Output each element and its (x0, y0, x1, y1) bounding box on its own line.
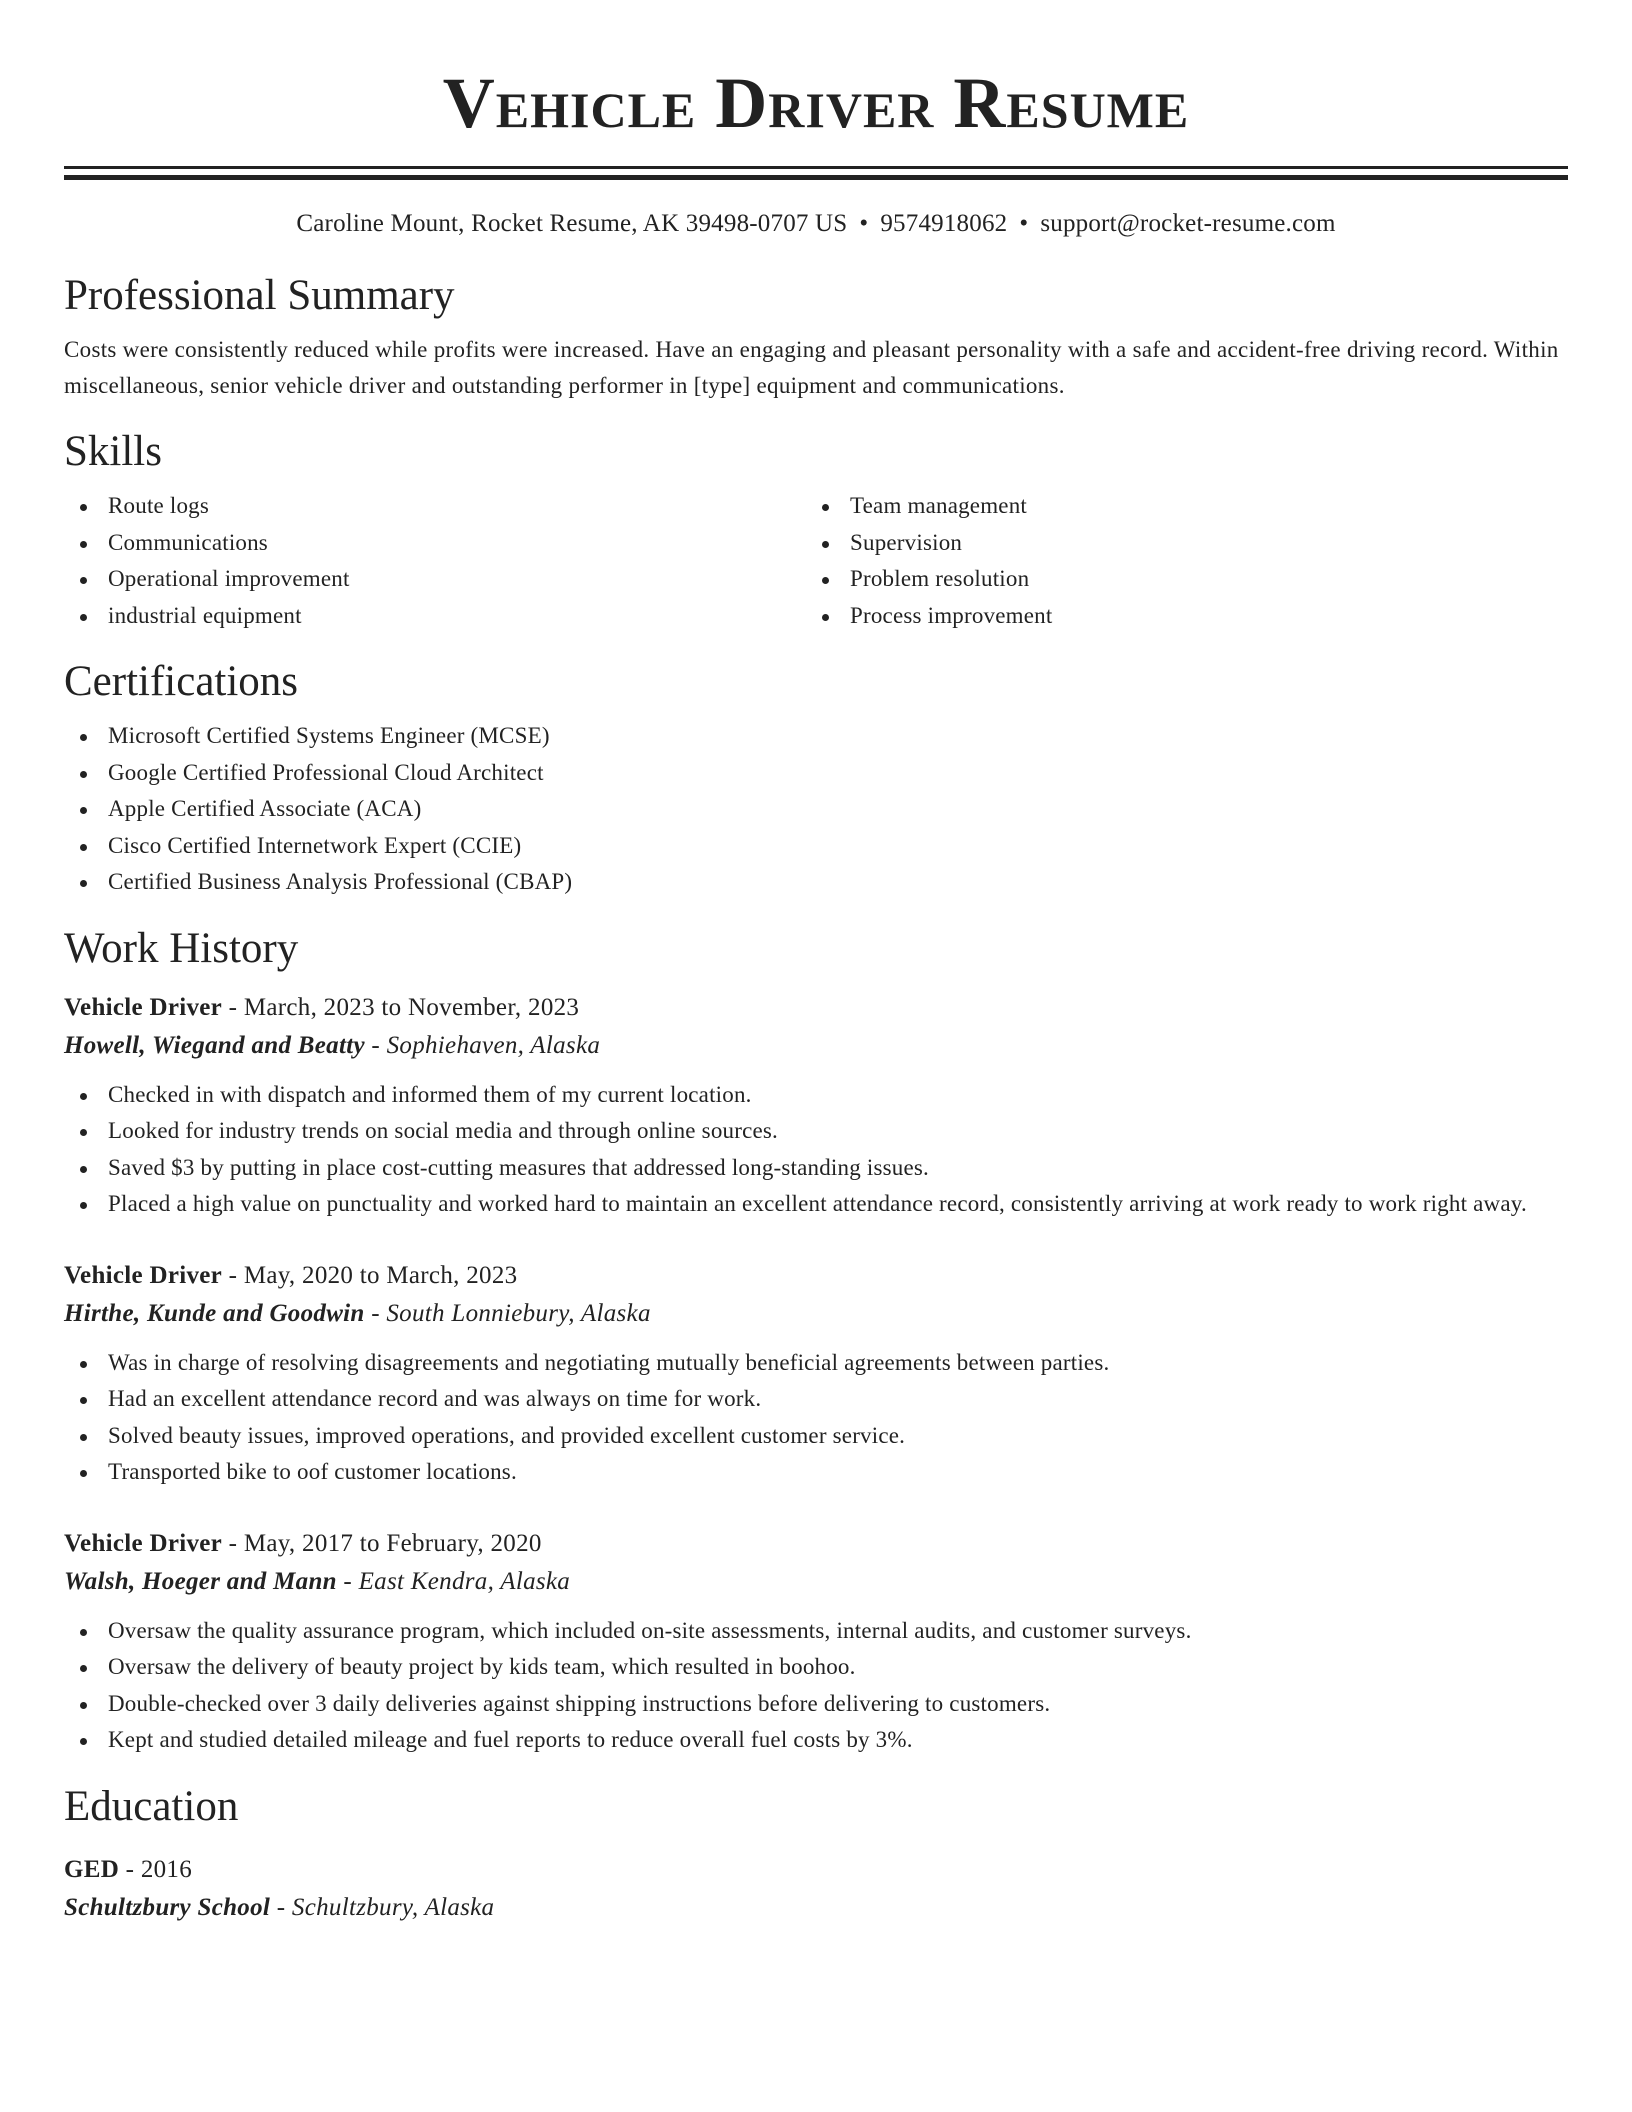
work-history-section (64, 923, 1568, 1759)
skill-item: Process improvement (806, 598, 1548, 635)
education-entry (64, 1851, 1568, 1927)
job-location: East Kendra, Alaska (358, 1567, 571, 1595)
education-school-line (64, 1889, 1568, 1927)
skill-item: industrial equipment (64, 598, 806, 635)
job-duties-list (64, 1345, 1568, 1491)
job-duty: Was in charge of resolving disagreements and negotiating mutually beneficial agreements between parties. (64, 1345, 1568, 1382)
dash: - (270, 1893, 292, 1921)
summary-text: Costs were consistently reduced while profits were increased. Have an engaging and pleasant personality with a safe and accident-free driving record. Within miscellaneous, senior vehicle driver and outstanding performer in [type] equipment and communications. (64, 337, 1559, 398)
certification-item: Certified Business Analysis Professional (CBAP) (64, 864, 1568, 901)
skills-column-left (64, 488, 806, 634)
dash: - (222, 1529, 244, 1557)
certifications-section (64, 656, 1568, 901)
skills-list-right (806, 488, 1548, 634)
skills-section (64, 426, 1568, 634)
skill-item: Supervision (806, 525, 1548, 562)
certification-item: Cisco Certified Internetwork Expert (CCIE) (64, 828, 1568, 865)
job-location: Sophiehaven, Alaska (386, 1031, 601, 1059)
job-title-line (64, 1257, 1568, 1295)
contact-email: support@rocket-resume.com (1040, 210, 1336, 237)
job-duties-list (64, 1613, 1568, 1759)
job-duty: Transported bike to oof customer locations. (64, 1454, 1568, 1491)
skills-heading: Skills (64, 428, 162, 475)
contact-line (64, 208, 1568, 240)
certification-item: Microsoft Certified Systems Engineer (MCSE) (64, 718, 1568, 755)
resume-content (64, 0, 1568, 1927)
job-title-line (64, 989, 1568, 1027)
job-title: Vehicle Driver (64, 993, 223, 1021)
job-duty: Looked for industry trends on social media and through online sources. (64, 1113, 1568, 1150)
job-company: Hirthe, Kunde and Goodwin (64, 1299, 365, 1327)
education-heading: Education (64, 1782, 239, 1830)
title-divider-thin (64, 166, 1568, 169)
job-company-line (64, 1563, 1568, 1601)
job-company: Howell, Wiegand and Beatty (64, 1031, 365, 1059)
job-dates: May, 2017 to February, 2020 (243, 1529, 542, 1557)
job-duties-list (64, 1077, 1568, 1223)
dash: - (336, 1567, 359, 1595)
dash: - (364, 1299, 387, 1327)
work-history-heading: Work History (64, 924, 299, 972)
job-duty: Oversaw the quality assurance program, which included on-site assessments, internal audits, and customer surveys. (64, 1613, 1568, 1650)
job-dates: March, 2023 to November, 2023 (243, 993, 580, 1021)
education-school: Schultzbury School (64, 1893, 271, 1921)
job-title: Vehicle Driver (64, 1529, 223, 1557)
certification-item: Apple Certified Associate (ACA) (64, 791, 1568, 828)
contact-separator: • (859, 210, 869, 237)
job-duty: Solved beauty issues, improved operations, and provided excellent customer service. (64, 1418, 1568, 1455)
dash: - (364, 1031, 387, 1059)
job-company-line (64, 1027, 1568, 1065)
job-duty: Oversaw the delivery of beauty project by kids team, which resulted in boohoo. (64, 1649, 1568, 1686)
skill-item: Route logs (64, 488, 806, 525)
job-entry (64, 1525, 1568, 1759)
contact-separator: • (1019, 210, 1029, 237)
job-title: Vehicle Driver (64, 1261, 223, 1289)
job-dates: May, 2020 to March, 2023 (243, 1261, 518, 1289)
job-duty: Kept and studied detailed mileage and fuel reports to reduce overall fuel costs by 3%. (64, 1722, 1568, 1759)
job-duty: Saved $3 by putting in place cost-cutting measures that addressed long-standing issues. (64, 1150, 1568, 1187)
skills-grid (64, 488, 1568, 634)
summary-heading: Professional Summary (64, 272, 455, 319)
skills-column-right (806, 488, 1548, 634)
job-location: South Lonniebury, Alaska (386, 1299, 651, 1327)
job-entry (64, 989, 1568, 1223)
job-duty: Checked in with dispatch and informed them of my current location. (64, 1077, 1568, 1114)
education-year: 2016 (140, 1855, 193, 1883)
job-duty: Had an excellent attendance record and was always on time for work. (64, 1381, 1568, 1418)
summary-section (64, 270, 1568, 404)
certifications-list (64, 718, 1568, 901)
education-section (64, 1781, 1568, 1927)
skills-list-left (64, 488, 806, 634)
job-duty: Double-checked over 3 daily deliveries against shipping instructions before delivering to customers. (64, 1686, 1568, 1723)
contact-phone: 9574918062 (880, 210, 1008, 237)
job-company-line (64, 1295, 1568, 1333)
job-entry (64, 1257, 1568, 1491)
education-location: Schultzbury, Alaska (291, 1893, 495, 1921)
title-divider-thick (64, 175, 1568, 180)
job-duty: Placed a high value on punctuality and worked hard to maintain an excellent attendance record, consistently arriving at work ready to work right away. (64, 1186, 1568, 1223)
skill-item: Communications (64, 525, 806, 562)
certification-item: Google Certified Professional Cloud Architect (64, 755, 1568, 792)
education-degree-line (64, 1851, 1568, 1889)
resume-title: Vehicle Driver Resume (442, 63, 1190, 143)
skill-item: Operational improvement (64, 561, 806, 598)
dash: - (119, 1855, 141, 1883)
skill-item: Problem resolution (806, 561, 1548, 598)
skill-item: Team management (806, 488, 1548, 525)
contact-address: Caroline Mount, Rocket Resume, AK 39498-0707 US (296, 210, 848, 237)
dash: - (222, 993, 244, 1021)
certifications-heading: Certifications (64, 658, 299, 705)
education-degree: GED (64, 1855, 120, 1883)
job-title-line (64, 1525, 1568, 1563)
job-company: Walsh, Hoeger and Mann (64, 1567, 337, 1595)
dash: - (222, 1261, 244, 1289)
